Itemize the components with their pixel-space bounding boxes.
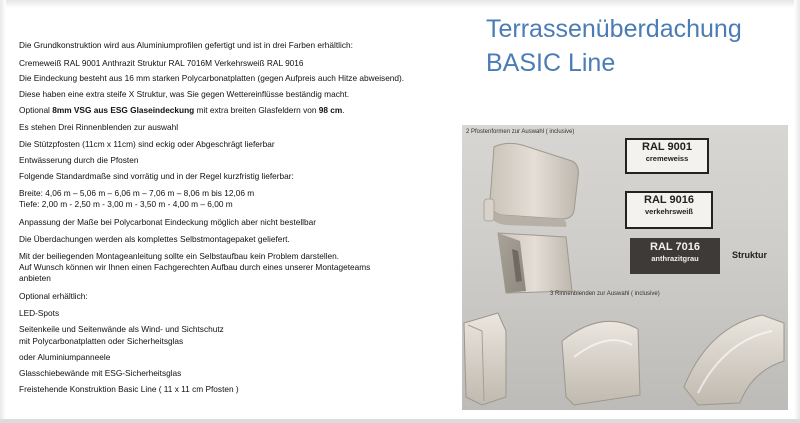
text-line: LED-Spots: [19, 308, 60, 318]
text-line: Diese haben eine extra steife X Struktur, was Sie gegen Wettereinflüsse beständig macht.: [19, 89, 350, 99]
ral-swatch-9016: RAL 9016 verkehrsweiß: [625, 191, 713, 229]
text-line: Breite: 4,06 m – 5,06 m – 6,06 m – 7,06 m – 8,06 m bis 12,06 m: [19, 188, 255, 198]
text-line: Tiefe: 2,00 m - 2,50 m - 3,00 m - 3,50 m - 4,00 m – 6,00 m: [19, 199, 233, 209]
text-line: Die Stützpfosten (11cm x 11cm) sind eckig oder Abgeschrägt lieferbar: [19, 139, 275, 149]
ral-swatch-7016: RAL 7016 anthrazitgrau: [630, 238, 720, 274]
text-line: Mit der beiliegenden Montageanleitung sollte ein Selbstaufbau kein Problem darstellen.: [19, 251, 340, 261]
title-line-2: BASIC Line: [486, 49, 616, 77]
text-line: Glasschiebewände mit ESG-Sicherheitsglas: [19, 368, 182, 378]
ral-swatch-9001: RAL 9001 cremeweiss: [625, 138, 709, 174]
text-line: Die Überdachungen werden als komplettes Selbstmontagepaket geliefert.: [19, 234, 290, 244]
text-line: Optional 8mm VSG aus ESG Glaseindeckung mit extra breiten Glasfeldern von 98 cm.: [19, 105, 345, 115]
text-line: Freistehende Konstruktion Basic Line ( 11 x 11 cm Pfosten ): [19, 384, 239, 394]
gutter-profiles-illustration: [462, 301, 788, 410]
page-right-shadow: [794, 0, 800, 423]
text-line: Optional erhältlich:: [19, 291, 88, 301]
page-bottom-edge: [0, 419, 800, 423]
text-line: Cremeweiß RAL 9001 Anthrazit Struktur RAL 7016M Verkehrsweiß RAL 9016: [19, 58, 304, 68]
text-line: Auf Wunsch können wir Ihnen einen Fachgerechten Aufbau durch eines unserer Montageteams: [19, 262, 371, 272]
post-profiles-illustration: [476, 141, 588, 299]
text-line: mit Polycarbonatplatten oder Sicherheitsglas: [19, 336, 184, 346]
product-photo: [462, 125, 788, 410]
photo-caption-posts: 2 Pfostenformen zur Auswahl ( inclusive): [466, 129, 575, 135]
text-line: Entwässerung durch die Pfosten: [19, 155, 139, 165]
text-line: oder Aluminiumpanneele: [19, 352, 111, 362]
text-line: Die Grundkonstruktion wird aus Aluminiumprofilen gefertigt und ist in drei Farben erhältlich:: [19, 40, 353, 50]
page-left-shadow: [0, 0, 6, 423]
text-line: Es stehen Drei Rinnenblenden zur auswahl: [19, 122, 179, 132]
document-title: [486, 12, 786, 80]
text-line: Folgende Standardmaße sind vorrätig und in der Regel kurzfristig lieferbar:: [19, 171, 294, 181]
text-line: anbieten: [19, 273, 51, 283]
photo-caption-gutters: 3 Rinnenblenden zur Auswahl ( inclusive): [550, 291, 660, 297]
text-line: Anpassung der Maße bei Polycarbonat Eindeckung möglich aber nicht bestellbar: [19, 217, 317, 227]
page-top-shadow: [0, 0, 800, 8]
struktur-label: Struktur: [732, 250, 768, 260]
text-line: Die Eindeckung besteht aus 16 mm starken Polycarbonatplatten (gegen Aufpreis auch Hitze abweisend).: [19, 73, 405, 83]
text-line: Seitenkeile und Seitenwände als Wind- und Sichtschutz: [19, 324, 224, 334]
title-line-1: Terrassenüberdachung: [486, 15, 742, 43]
